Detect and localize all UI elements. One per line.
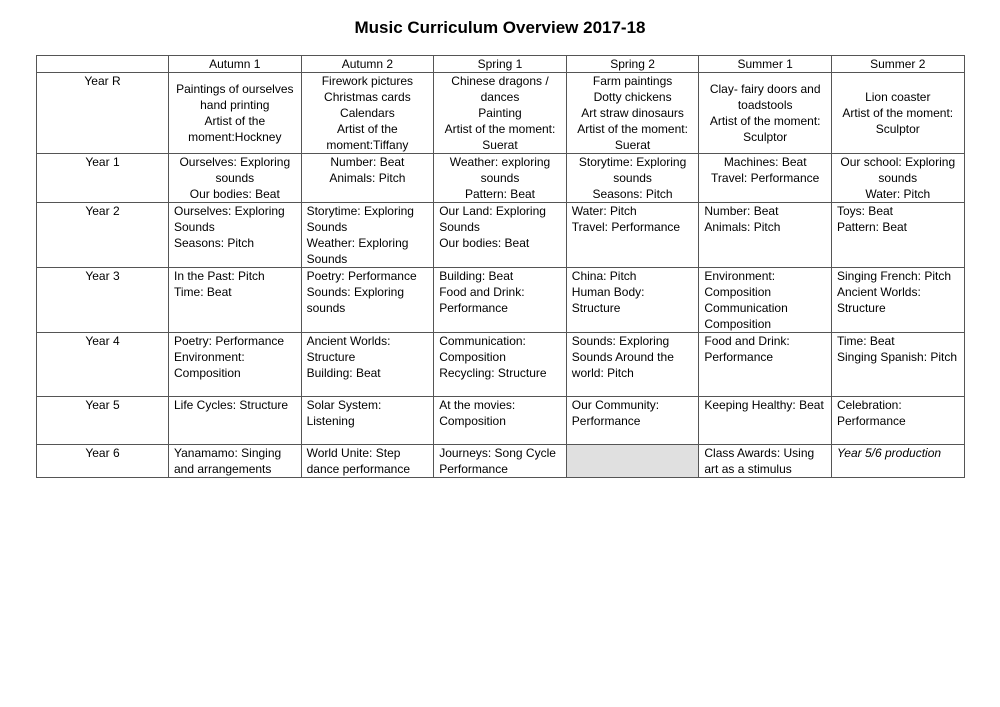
cell-text-line: Farm paintings (592, 74, 673, 88)
cell-text-line: Weather: Exploring (306, 236, 409, 250)
cell-spring-1 (434, 333, 567, 397)
cell-text-line: Composition (439, 414, 506, 428)
cell-summer-2 (831, 445, 964, 478)
cell-text-line: Structure (836, 301, 886, 315)
cell-text-line: Singing Spanish: Pitch (836, 350, 958, 364)
cell-text-line: Poetry: Performance (174, 334, 285, 348)
cell-summer-1 (699, 203, 832, 268)
cell-spring-1 (434, 268, 567, 333)
cell-autumn-1 (169, 268, 302, 333)
cell-text-line: Structure (571, 301, 621, 315)
row-header-year: Year 4 (37, 333, 169, 397)
cell-text-line: Our bodies: Beat (189, 187, 280, 201)
cell-spring-1 (434, 397, 567, 445)
row-header-year: Year 1 (37, 154, 169, 203)
cell-text-line: sounds (306, 301, 346, 315)
cell-autumn-2 (301, 154, 434, 203)
page-title: Music Curriculum Overview 2017-18 (354, 18, 646, 37)
cell-text-line: Painting (478, 106, 522, 120)
cell-text-line: Weather: exploring (449, 155, 551, 169)
cell-text-line: Our Land: Exploring (439, 204, 546, 218)
table-row (37, 268, 965, 333)
cell-spring-2 (566, 203, 699, 268)
table-row (37, 203, 965, 268)
cell-spring-1 (434, 203, 567, 268)
cell-autumn-2 (301, 268, 434, 333)
cell-text-line: moment:Tiffany (326, 138, 409, 152)
cell-spring-2 (566, 397, 699, 445)
cell-text-line: Dotty chickens (593, 90, 672, 104)
cell-text-line: sounds (613, 171, 652, 185)
cell-text-line: World Unite: Step (306, 446, 401, 460)
cell-text-line: Storytime: Exploring (578, 155, 687, 169)
cell-spring-2 (566, 268, 699, 333)
cell-text-line: and arrangements (174, 462, 272, 476)
cell-text-line: Machines: Beat (723, 155, 807, 169)
cell-text-line: Environment: (704, 269, 776, 283)
cell-text-line: Performance (439, 462, 508, 476)
cell-text-line: world: Pitch (571, 366, 634, 380)
row-header-year: Year 2 (37, 203, 169, 268)
column-header-spring-1: Spring 1 (434, 56, 567, 73)
cell-text-line: Artist of the moment: (577, 122, 688, 136)
cell-text-line: Recycling: Structure (439, 366, 547, 380)
cell-text-line: Water: Pitch (865, 187, 931, 201)
cell-text-line: Human Body: (571, 285, 645, 299)
table-row (37, 154, 965, 203)
cell-text-line: Art straw dinosaurs (581, 106, 684, 120)
table-row (37, 445, 965, 478)
cell-autumn-2 (301, 73, 434, 154)
cell-text-line: Lion coaster (865, 90, 931, 104)
cell-text-line: Ourselves: Exploring (179, 155, 291, 169)
cell-text-line: sounds (215, 171, 255, 185)
cell-text-line: Sculptor (743, 130, 788, 144)
cell-text-line: Building: Beat (439, 269, 514, 283)
cell-spring-2 (566, 333, 699, 397)
cell-spring-1 (434, 154, 567, 203)
cell-text-line: Performance (836, 414, 906, 428)
cell-text-line: Toys: Beat (836, 204, 893, 218)
cell-text-line: Clay- fairy doors and (709, 82, 821, 96)
cell-text-line: Environment: (174, 350, 245, 364)
cell-text-line: Food and Drink: (704, 334, 790, 348)
column-header-autumn-1: Autumn 1 (169, 56, 302, 73)
cell-text-line: Ancient Worlds: (306, 334, 391, 348)
cell-spring-2 (566, 154, 699, 203)
cell-text-line: Travel: Performance (571, 220, 681, 234)
table-row (37, 397, 965, 445)
cell-text-line: Our school: Exploring (840, 155, 956, 169)
cell-text-line: Composition (439, 350, 506, 364)
cell-autumn-2 (301, 203, 434, 268)
column-header-autumn-2: Autumn 2 (301, 56, 434, 73)
cell-text-line: Sculptor (875, 122, 920, 136)
column-header-spring-2: Spring 2 (566, 56, 699, 73)
cell-text-line: Time: Beat (174, 285, 232, 299)
cell-text-line: Communication: (439, 334, 526, 348)
cell-text-line: sounds (480, 171, 520, 185)
cell-autumn-1 (169, 445, 302, 478)
cell-summer-1 (699, 333, 832, 397)
cell-spring-2 (566, 73, 699, 154)
cell-text-line: Travel: Performance (711, 171, 820, 185)
table-row (37, 73, 965, 154)
cell-text-line: Christmas cards (324, 90, 411, 104)
cell-text-line: Building: Beat (306, 366, 381, 380)
cell-text-line: Sounds (306, 220, 348, 234)
cell-text-line: At the movies: (439, 398, 516, 412)
cell-text-line: Performance (571, 414, 641, 428)
cell-text-line: Sounds Around the (571, 350, 674, 364)
cell-text-line: Paintings of ourselves (176, 82, 294, 96)
cell-text-line: Seasons: Pitch (592, 187, 673, 201)
row-header-year: Year R (37, 73, 169, 154)
cell-summer-2 (831, 333, 964, 397)
cell-summer-2 (831, 154, 964, 203)
table-row (37, 333, 965, 397)
cell-text-line: Singing French: Pitch (836, 269, 952, 283)
cell-summer-2 (831, 203, 964, 268)
cell-text-line: Sounds (306, 252, 348, 266)
cell-autumn-1 (169, 333, 302, 397)
cell-text-line: Sounds: Exploring (571, 334, 670, 348)
cell-text-line: Performance (704, 350, 774, 364)
cell-text-line: Number: Beat (704, 204, 779, 218)
cell-text-line: Journeys: Song Cycle (439, 446, 556, 460)
cell-summer-2 (831, 268, 964, 333)
cell-text-line: Artist of the (204, 114, 266, 128)
cell-text-line: Time: Beat (836, 334, 895, 348)
cell-text-line: Composition (704, 285, 772, 299)
cell-summer-1 (699, 397, 832, 445)
cell-spring-1 (434, 73, 567, 154)
cell-autumn-1 (169, 154, 302, 203)
cell-text-line: Poetry: Performance (306, 269, 417, 283)
cell-text-line: Sounds (439, 220, 480, 234)
cell-autumn-1 (169, 203, 302, 268)
cell-text-line: art as a stimulus (704, 462, 792, 476)
cell-text-line: Calendars (340, 106, 395, 120)
cell-text-line: Structure (306, 350, 356, 364)
cell-text-line: Ourselves: Exploring (174, 204, 285, 218)
cell-text-line: Pattern: Beat (464, 187, 535, 201)
cell-text-line: Chinese dragons / (451, 74, 549, 88)
cell-summer-1 (699, 73, 832, 154)
cell-text-line: Food and Drink: (439, 285, 525, 299)
cell-text-line: Water: Pitch (571, 204, 637, 218)
cell-summer-2 (831, 73, 964, 154)
cell-text-line: Yanamamo: Singing (174, 446, 282, 460)
cell-text-line: toadstools (737, 98, 793, 112)
cell-autumn-2 (301, 445, 434, 478)
cell-summer-2 (831, 397, 964, 445)
cell-text-line: Keeping Healthy: Beat (704, 398, 824, 412)
cell-text-line: China: Pitch (571, 269, 637, 283)
column-header-summer-2: Summer 2 (831, 56, 964, 73)
row-header-year: Year 6 (37, 445, 169, 478)
cell-autumn-1 (169, 73, 302, 154)
cell-text-line: Celebration: (836, 398, 902, 412)
cell-text-line: Class Awards: Using (704, 446, 815, 460)
cell-text-line: Listening (306, 414, 355, 428)
cell-text-line: Storytime: Exploring (306, 204, 414, 218)
cell-text-line: Number: Beat (330, 155, 405, 169)
cell-text-line: Pattern: Beat (836, 220, 908, 234)
cell-text-line: Our bodies: Beat (439, 236, 530, 250)
cell-text-line: sounds (878, 171, 918, 185)
cell-text-line: dances (480, 90, 520, 104)
cell-text-line: Suerat (614, 138, 651, 152)
cell-text-line: Suerat (482, 138, 518, 152)
header-row (37, 56, 965, 73)
cell-text-line: Year 5/6 production (836, 446, 942, 460)
cell-spring-2 (566, 445, 699, 478)
row-header-year: Year 5 (37, 397, 169, 445)
cell-autumn-2 (301, 333, 434, 397)
cell-text-line: Animals: Pitch (329, 171, 406, 185)
cell-text-line: Our Community: (571, 398, 660, 412)
cell-text-line: Communication (704, 301, 788, 315)
cell-text-line: Firework pictures (321, 74, 414, 88)
cell-text-line: dance performance (306, 462, 410, 476)
cell-spring-1 (434, 445, 567, 478)
cell-text-line: Animals: Pitch (704, 220, 781, 234)
cell-summer-1 (699, 445, 832, 478)
cell-text-line: In the Past: Pitch (174, 269, 265, 283)
cell-text-line: Composition (704, 317, 772, 331)
cell-text-line: Artist of the moment: (842, 106, 954, 120)
curriculum-table (36, 55, 965, 478)
cell-summer-1 (699, 154, 832, 203)
cell-autumn-1 (169, 397, 302, 445)
cell-text-line: Artist of the moment: (709, 114, 821, 128)
cell-summer-1 (699, 268, 832, 333)
cell-text-line: Seasons: Pitch (174, 236, 255, 250)
column-header-summer-1: Summer 1 (699, 56, 832, 73)
cell-text-line: Composition (174, 366, 241, 380)
cell-text-line: Artist of the (337, 122, 398, 136)
row-header-year: Year 3 (37, 268, 169, 333)
cell-text-line: Sounds (174, 220, 215, 234)
cell-text-line: Artist of the moment: (444, 122, 556, 136)
cell-text-line: hand printing (200, 98, 270, 112)
cell-text-line: Solar System: (306, 398, 382, 412)
cell-text-line: Performance (439, 301, 508, 315)
cell-text-line: Ancient Worlds: (836, 285, 921, 299)
cell-text-line: moment:Hockney (188, 130, 282, 144)
cell-autumn-2 (301, 397, 434, 445)
cell-text-line: Sounds: Exploring (306, 285, 404, 299)
cell-text-line: Life Cycles: Structure (174, 398, 289, 412)
corner-cell (37, 56, 169, 73)
